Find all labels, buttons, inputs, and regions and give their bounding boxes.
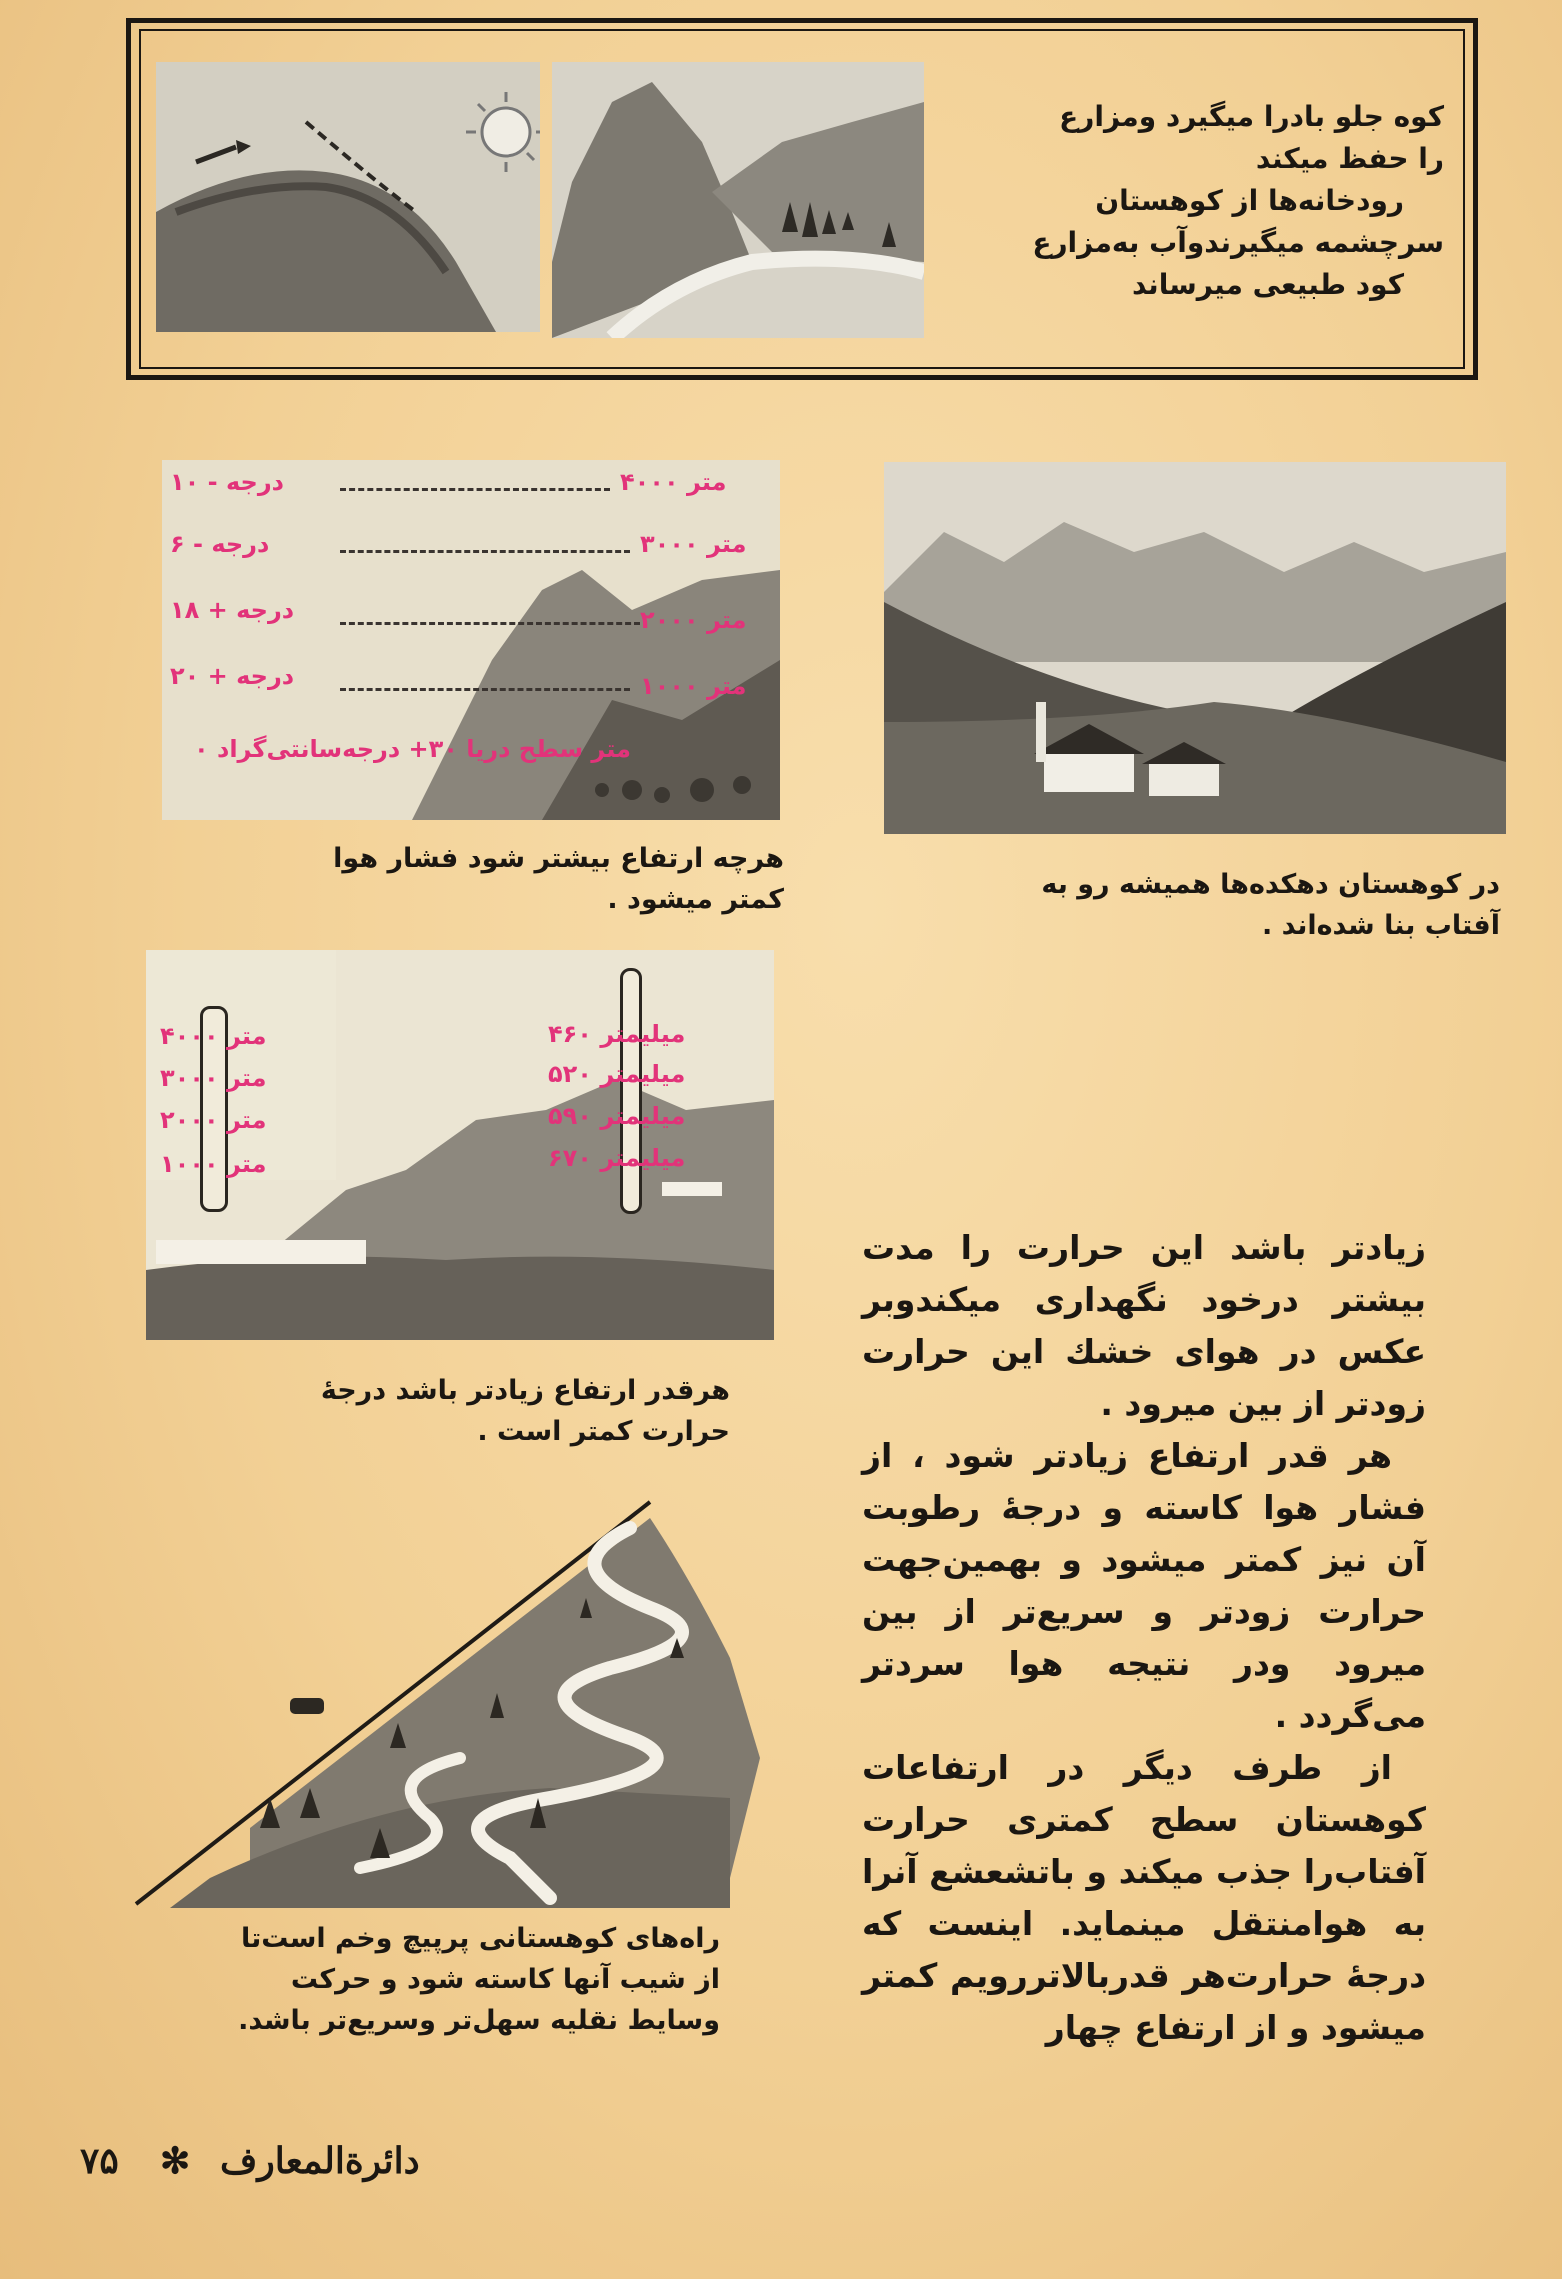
pressure-value-label: ۵۹۰ میلیمتر bbox=[548, 1102, 686, 1130]
caption-line: کمتر میشود . bbox=[607, 884, 784, 915]
altitude-dashed-line bbox=[340, 688, 630, 691]
altitude-dashed-line bbox=[340, 622, 640, 625]
mountain-village-image bbox=[884, 462, 1506, 834]
caption-line: در کوهستان دهکده‌ها همیشه رو به bbox=[1041, 869, 1500, 900]
altitude-row bbox=[170, 596, 747, 634]
pressure-value-label: ۵۲۰ میلیمتر bbox=[548, 1060, 686, 1088]
altitude-temperature-image bbox=[162, 460, 780, 820]
winding-road-image bbox=[130, 1498, 770, 1908]
valley-river-image bbox=[552, 62, 924, 338]
altitude-caption bbox=[150, 838, 784, 920]
caption-line: کوه جلو بادرا میگیرد ومزارع bbox=[1059, 100, 1444, 133]
temperature-label: ۲۰ + درجه bbox=[170, 662, 295, 690]
pressure-value-label: ۶۷۰ میلیمتر bbox=[548, 1144, 686, 1172]
article-paragraph: از طرف دیگر در ارتفاعات کوهستان سطح کمتری حرارت آفتاب‌را جذب میکند و باتشعشع آنرا به هوامنتقل مینماید. اینست که درجهٔ حرارت‌هر قدربالاتررویم کمتر میشود و از ارتفاع چهار bbox=[862, 1748, 1426, 2047]
temperature-label: ۱۸ + درجه bbox=[170, 596, 295, 624]
village-caption bbox=[880, 864, 1500, 946]
wind-diagram-image bbox=[156, 62, 540, 332]
altitude-label: ۳۰۰۰ متر bbox=[640, 530, 747, 558]
footer-separator-icon: ✻ bbox=[160, 2140, 191, 2182]
page-number: ۷۵ bbox=[80, 2140, 119, 2182]
temperature-label: ۶ - درجه bbox=[170, 530, 270, 558]
caption-line: هرچه ارتفاع بیشتر شود فشار هوا bbox=[333, 843, 784, 874]
caption-line: آفتاب بنا شده‌اند . bbox=[1261, 910, 1500, 941]
article-text bbox=[862, 1222, 1426, 2054]
altitude-row bbox=[170, 468, 727, 504]
caption-line: هرقدر ارتفاع زیادتر باشد درجهٔ bbox=[320, 1375, 730, 1406]
page-footer bbox=[70, 2140, 510, 2200]
pressure-altitude-label: ۲۰۰۰ متر bbox=[160, 1106, 267, 1134]
caption-line: از شیب آنها کاسته شود و حرکت bbox=[290, 1964, 720, 1995]
footer-title: دائرة‌المعارف bbox=[220, 2140, 420, 2182]
altitude-dashed-line bbox=[340, 488, 610, 491]
road-caption bbox=[150, 1918, 720, 2041]
caption-line: سرچشمه میگیرندوآب به‌مزارع bbox=[1032, 226, 1444, 259]
pressure-altitude-label: ۴۰۰۰ متر bbox=[160, 1022, 267, 1050]
altitude-label: ۲۰۰۰ متر bbox=[640, 606, 747, 634]
caption-line: وسایط نقلیه سهل‌تر وسریع‌تر باشد. bbox=[238, 2005, 720, 2036]
altitude-label: ۱۰۰۰ متر bbox=[640, 672, 747, 700]
caption-line: را حفظ میکند bbox=[1255, 142, 1444, 175]
caption-line: رودخانه‌ها از کوهستان bbox=[1095, 184, 1404, 217]
article-paragraph: هر قدر ارتفاع زیادتر شود ، از فشار هوا کاسته و درجهٔ رطوبت آن نیز کمتر میشود و بهمین‌جهت حرارت زودتر و سریع‌تر از بین میرود ودر نتیجه هوا سردتر می‌گردد . bbox=[862, 1436, 1426, 1735]
caption-line: راه‌های کوهستانی پرپیچ وخم است‌تا bbox=[240, 1923, 720, 1954]
temperature-label: ۱۰ - درجه bbox=[170, 468, 284, 496]
top-box-caption bbox=[966, 96, 1444, 306]
caption-line: کود طبیعی میرساند bbox=[1132, 268, 1404, 301]
altitude-dashed-line bbox=[340, 550, 630, 553]
pressure-altitude-label: ۱۰۰۰ متر bbox=[160, 1150, 267, 1178]
altitude-row bbox=[170, 530, 747, 566]
pressure-caption bbox=[150, 1370, 730, 1452]
article-paragraph: زیادتر باشد این حرارت را مدت بیشتر درخود نگهداری میکندوبر عکس در هوای خشك این حرارت زودتر از بین میرود . bbox=[862, 1228, 1426, 1423]
altitude-label: ۴۰۰۰ متر bbox=[620, 468, 727, 496]
barometer-tube bbox=[620, 968, 642, 1214]
pressure-value-label: ۴۶۰ میلیمتر bbox=[548, 1020, 686, 1048]
sea-level-label: ۰ متر سطح دریا ۳۰+ درجه‌سانتی‌گراد bbox=[194, 735, 631, 763]
caption-line: حرارت کمتر است . bbox=[477, 1416, 730, 1447]
pressure-altitude-label: ۳۰۰۰ متر bbox=[160, 1064, 267, 1092]
altitude-row bbox=[170, 662, 747, 700]
